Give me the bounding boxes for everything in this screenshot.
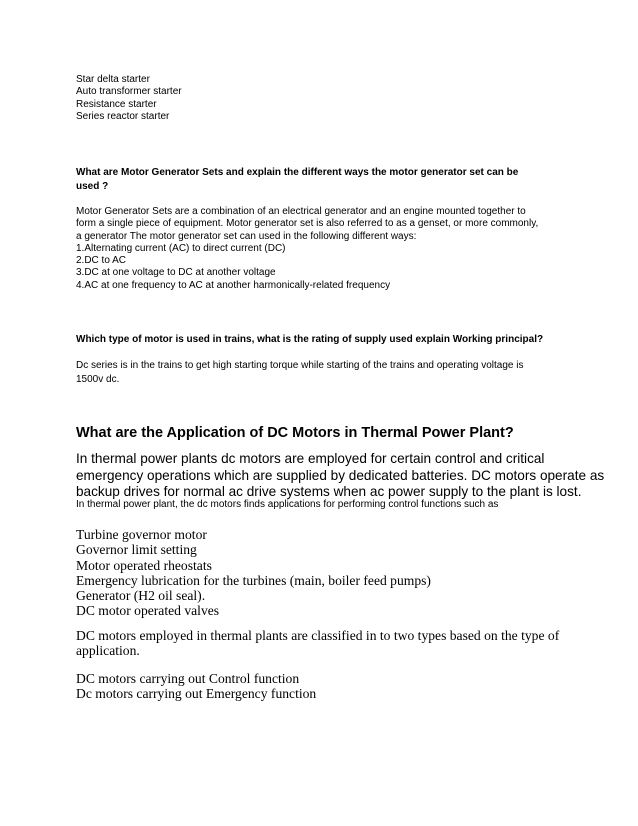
list-item: Turbine governor motor	[76, 527, 207, 542]
list-item: Generator (H2 oil seal).	[76, 588, 206, 604]
train-motor-question	[76, 333, 543, 347]
thermal-plant-heading	[76, 424, 514, 442]
paragraph-line: application.	[76, 643, 140, 659]
thermal-plant-intro-small	[76, 499, 498, 511]
dc-motor-uses-list	[76, 527, 431, 619]
answer-line: Motor Generator Sets are a combination of an electrical generator and an engine mounted together to	[76, 206, 526, 217]
answer-line: Dc series is in the trains to get high starting torque while starting of the trains and operating voltage is	[76, 360, 524, 371]
question-line: What are Motor Generator Sets and explain the different ways the motor generator set can be	[76, 167, 519, 178]
answer-line: 3.DC at one voltage to DC at another voltage	[76, 267, 276, 279]
dc-motor-types-list	[76, 671, 316, 702]
section-heading: What are the Application of DC Motors in Thermal Power Plant?	[76, 425, 514, 441]
list-item: Star delta starter	[76, 74, 150, 85]
train-motor-answer	[76, 359, 523, 387]
answer-line: 1500v dc.	[76, 374, 120, 385]
classification-paragraph	[76, 628, 559, 659]
motor-generator-answer	[76, 206, 538, 292]
answer-line: a generator The motor generator set can used in the following different ways:	[76, 230, 417, 242]
list-item: DC motor operated valves	[76, 603, 220, 619]
question-line: Which type of motor is used in trains, what is the rating of supply used explain Working principal?	[76, 334, 544, 345]
intro-line: backup drives for normal ac drive systems when ac power supply to the plant is lost.	[76, 484, 582, 499]
list-item: Governor limit setting	[76, 542, 197, 558]
answer-line: 2.DC to AC	[76, 255, 127, 267]
answer-line: form a single piece of equipment. Motor generator set is also referred to as a genset, or more commonly,	[76, 218, 539, 230]
list-item: Dc motors carrying out Emergency function	[76, 686, 317, 702]
thermal-plant-intro	[76, 451, 604, 501]
list-item: DC motors carrying out Control function	[76, 671, 300, 686]
list-item: Auto transformer starter	[76, 86, 182, 98]
starter-list	[76, 74, 182, 123]
list-item: Series reactor starter	[76, 110, 170, 122]
list-item: Motor operated rheostats	[76, 557, 212, 573]
answer-line: 4.AC at one frequency to AC at another harmonically-related frequency	[76, 279, 391, 291]
intro-line: emergency operations which are supplied by dedicated batteries. DC motors operate as	[76, 467, 605, 483]
answer-line: 1.Alternating current (AC) to direct current (DC)	[76, 242, 286, 254]
paragraph-line: DC motors employed in thermal plants are classified in to two types based on the type of	[76, 628, 560, 643]
list-item: Emergency lubrication for the turbines (main, boiler feed pumps)	[76, 572, 431, 588]
intro-line: In thermal power plant, the dc motors finds applications for performing control functions such as	[76, 499, 499, 510]
list-item: Resistance starter	[76, 98, 157, 110]
question-line: used ?	[76, 181, 109, 192]
intro-line: In thermal power plants dc motors are employed for certain control and critical	[76, 451, 545, 466]
motor-generator-question	[76, 166, 518, 194]
